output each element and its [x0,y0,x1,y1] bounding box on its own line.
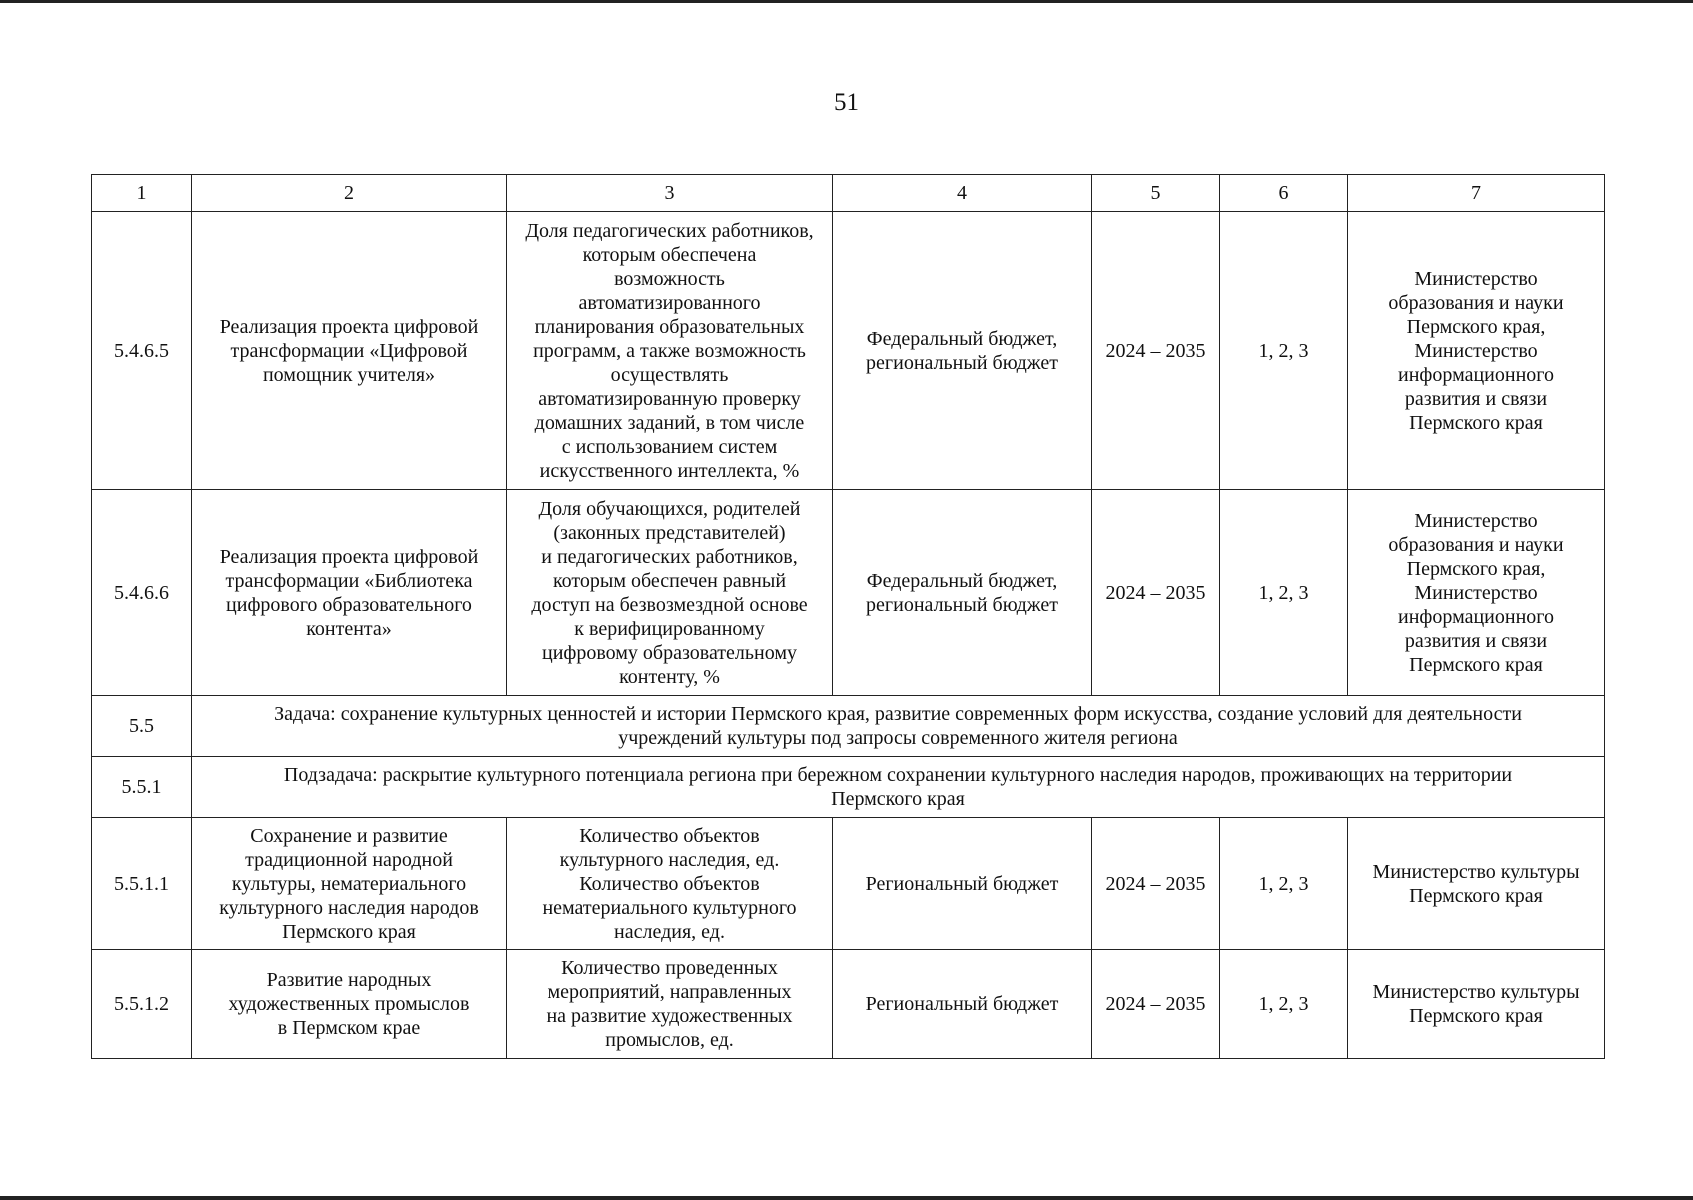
text-line: помощник учителя» [262,363,436,386]
row-goals: 1, 2, 3 [1220,212,1348,490]
text-line: которым обеспечен равный [552,569,787,592]
row-goals: 1, 2, 3 [1220,490,1348,696]
text-line: Пермского края [282,920,416,943]
text-line: Количество объектов [579,824,760,847]
column-number-row [92,175,1605,212]
text-line: доступ на безвозмездной основе [531,593,808,616]
column-number: 6 [1220,175,1348,212]
text-line: Реализация проекта цифровой [219,315,479,338]
row-code: 5.4.6.5 [92,212,192,490]
row-code: 5.5.1.2 [92,950,192,1059]
text-line: Подзадача: раскрытие культурного потенциала региона при бережном сохранении культурного наследия народов, проживающих на территории [283,764,1513,786]
column-number: 2 [192,175,507,212]
row-funding-source [833,818,1092,950]
subtask-row [92,757,1605,818]
row-indicator [507,212,833,490]
text-line: Задача: сохранение культурных ценностей и истории Пермского края, развитие современных форм искусства, создание условий для деятельности [274,703,1522,725]
task-text [192,696,1605,757]
text-line: (законных представителей) [553,521,786,544]
column-number: 7 [1348,175,1605,212]
text-line: Пермского края [1409,653,1543,676]
text-line: Федеральный бюджет, [866,327,1058,350]
text-line: Пермского края, [1406,315,1546,338]
text-line: Развитие народных [266,969,432,991]
document-table [91,174,1605,1059]
text-line: к верифицированному [574,617,765,640]
text-line: наследия, ед. [614,920,725,943]
text-line: учреждений культуры под запросы современного жителя региона [618,727,1178,749]
text-line: Министерство культуры [1372,981,1580,1003]
text-line: трансформации «Библиотека [225,569,473,592]
text-line: Доля педагогических работников, [525,219,814,242]
text-line: автоматизированного [578,291,761,314]
text-line: региональный бюджет [866,351,1058,374]
subtask-code: 5.5.1 [92,757,192,818]
text-line: региональный бюджет [866,593,1058,616]
text-line: Региональный бюджет [865,872,1059,895]
text-line: нематериального культурного [542,896,797,919]
column-number: 1 [92,175,192,212]
text-line: информационного [1398,363,1554,386]
text-line: Пермского края, [1406,557,1546,580]
row-name [192,818,507,950]
row-executor [1348,212,1605,490]
text-line: мероприятий, направленных [547,981,792,1003]
text-line: цифрового образовательного [226,593,472,616]
text-line: Пермского края [831,788,965,810]
text-line: Министерство культуры [1372,860,1580,883]
text-line: планирования образовательных [534,315,805,338]
text-line: художественных промыслов [228,993,470,1015]
row-code: 5.4.6.6 [92,490,192,696]
row-code: 5.5.1.1 [92,818,192,950]
text-line: и педагогических работников, [541,545,798,568]
text-line: развития и связи [1404,387,1548,410]
text-line: Пермского края [1409,411,1543,434]
text-line: Доля обучающихся, родителей [538,497,801,520]
row-executor [1348,490,1605,696]
text-line: с использованием систем [561,435,778,458]
text-line: культурного наследия народов [219,896,479,919]
text-line: развития и связи [1404,629,1548,652]
row-name [192,212,507,490]
text-line: культурного наследия, ед. [559,848,780,871]
table-row [92,490,1605,696]
text-line: информационного [1398,605,1554,628]
row-executor [1348,818,1605,950]
row-period: 2024 – 2035 [1092,490,1220,696]
text-line: автоматизированную проверку [538,387,801,410]
text-line: осуществлять [610,363,729,386]
text-line: цифровому образовательному [541,641,798,664]
table-row [92,950,1605,1059]
text-line: Сохранение и развитие [250,824,448,847]
text-line: домашних заданий, в том числе [534,411,805,434]
row-period: 2024 – 2035 [1092,950,1220,1059]
text-line: Количество объектов [579,872,760,895]
row-funding-source [833,490,1092,696]
text-line: промыслов, ед. [605,1029,734,1051]
text-line: Региональный бюджет [865,993,1059,1015]
row-name [192,950,507,1059]
text-line: в Пермском крае [277,1017,421,1039]
row-name [192,490,507,696]
row-executor [1348,950,1605,1059]
text-line: Министерство [1414,267,1538,290]
text-line: трансформации «Цифровой [230,339,468,362]
text-line: возможность [614,267,725,290]
text-line: образования и науки [1388,291,1564,314]
row-goals: 1, 2, 3 [1220,950,1348,1059]
table-row [92,818,1605,950]
text-line: Министерство [1414,339,1538,362]
column-number: 3 [507,175,833,212]
row-goals: 1, 2, 3 [1220,818,1348,950]
task-code: 5.5 [92,696,192,757]
text-line: Реализация проекта цифровой [219,545,479,568]
text-line: культуры, нематериального [231,872,467,895]
row-indicator [507,950,833,1059]
row-period: 2024 – 2035 [1092,818,1220,950]
row-period: 2024 – 2035 [1092,212,1220,490]
text-line: Пермского края [1409,884,1543,907]
subtask-text [192,757,1605,818]
column-number: 4 [833,175,1092,212]
text-line: Министерство [1414,581,1538,604]
text-line: Федеральный бюджет, [866,569,1058,592]
row-indicator [507,818,833,950]
row-indicator [507,490,833,696]
row-funding-source [833,950,1092,1059]
text-line: Пермского края [1409,1005,1543,1027]
table-row [92,212,1605,490]
column-number: 5 [1092,175,1220,212]
text-line: Министерство [1414,509,1538,532]
text-line: на развитие художественных [546,1005,793,1027]
text-line: которым обеспечена [582,243,757,266]
text-line: Количество проведенных [561,957,778,979]
text-line: программ, а также возможность [533,339,806,362]
text-line: контенту, % [619,665,720,688]
page-number: 51 [834,89,859,116]
task-row [92,696,1605,757]
text-line: контента» [306,617,392,640]
text-line: образования и науки [1388,533,1564,556]
text-line: искусственного интеллекта, % [539,459,800,482]
row-funding-source [833,212,1092,490]
text-line: традиционной народной [245,848,453,871]
